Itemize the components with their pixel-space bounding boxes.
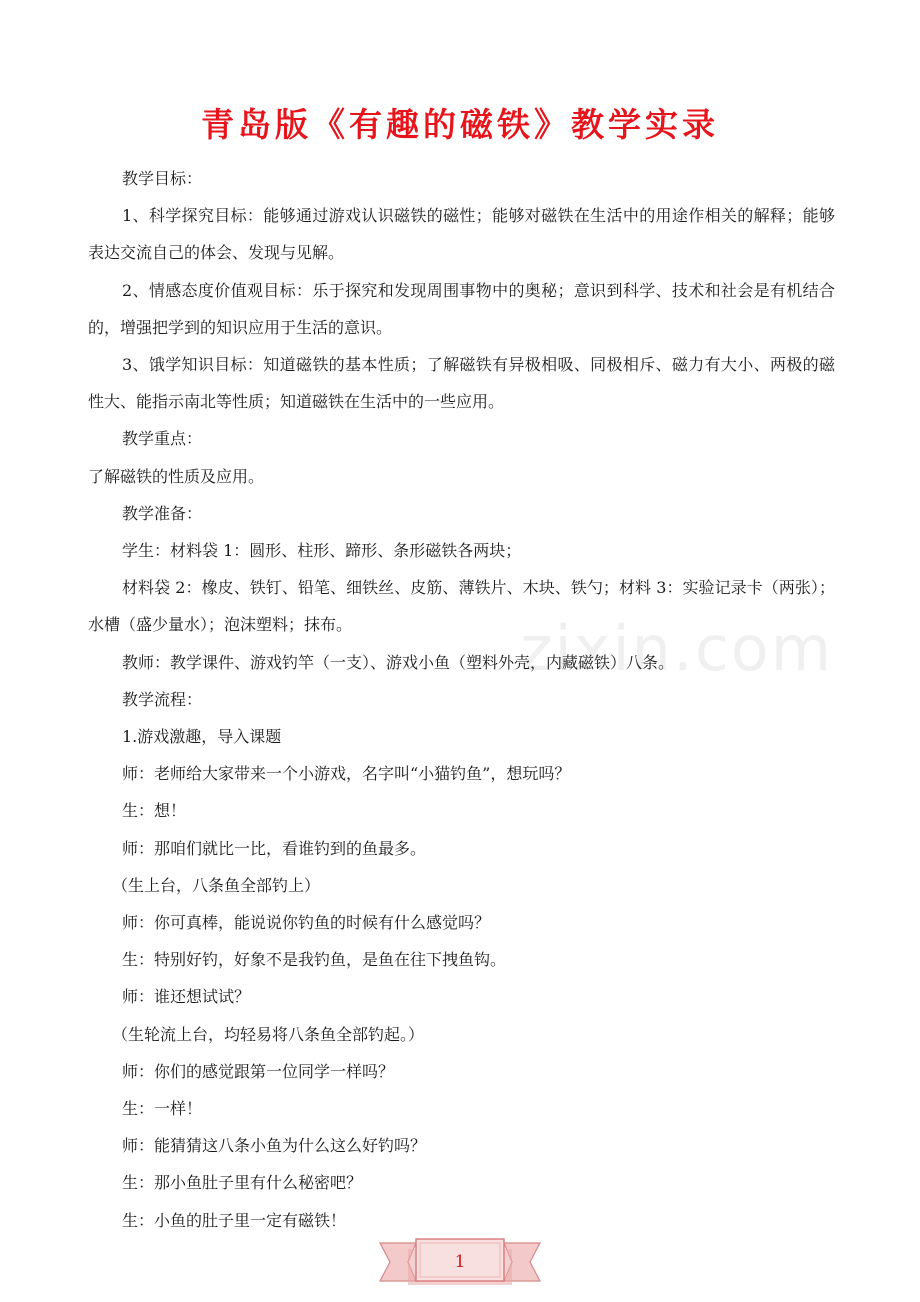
dialogue-line: 师：那咱们就比一比，看谁钓到的鱼最多。 (122, 838, 427, 858)
dialogue-line: 师：你可真棒，能说说你钓鱼的时候有什么感觉吗？ (122, 913, 491, 933)
dialogue-line: 生：那小鱼肚子里有什么秘密吧？ (122, 1173, 363, 1193)
paragraph-objective-1: 1、科学探究目标：能够通过游戏认识磁铁的磁性；能够对磁铁在生活中的用途作相关的解释；能够表达交流自己的体会、发现与见解。 (88, 206, 835, 263)
dialogue-line: 师：谁还想试试？ (122, 987, 251, 1007)
dialogue-line: 生：小鱼的肚子里一定有磁铁！ (122, 1210, 347, 1230)
document-body (88, 160, 835, 1239)
stage-direction: （生上台，八条鱼全部钓上） (112, 875, 321, 895)
dialogue-line: 生：一样！ (122, 1099, 203, 1119)
dialogue-line: 师：你们的感觉跟第一位同学一样吗？ (122, 1061, 395, 1081)
paragraph-key-points: 了解磁铁的性质及应用。 (88, 466, 265, 486)
page-number-badge (378, 1235, 542, 1289)
paragraph-teacher-materials: 教师：教学课件、游戏钓竿（一支）、游戏小鱼（塑料外壳，内藏磁铁）八条。 (122, 652, 675, 672)
watermark-text: zixin.com (520, 612, 834, 685)
stage-direction: （生轮流上台，均轻易将八条鱼全部钓起。） (112, 1024, 425, 1044)
page-number: 1 (454, 1252, 466, 1272)
dialogue-line: 生：特别好钓，好象不是我钓鱼，是鱼在往下拽鱼钩。 (122, 950, 507, 970)
section-heading-preparation: 教学准备： (122, 503, 203, 523)
paragraph-student-materials: 学生：材料袋 1：圆形、柱形、蹄形、条形磁铁各两块； (122, 541, 522, 561)
section-heading-process: 教学流程： (122, 689, 203, 709)
paragraph-material-bag-2: 材料袋 2：橡皮、铁钉、铅笔、细铁丝、皮筋、薄铁片、木块、铁勺；材料 3：实验记录卡（两张）；水槽（盛少量水）；泡沫塑料；抹布。 (88, 578, 835, 635)
paragraph-objective-3: 3、饿学知识目标：知道磁铁的基本性质；了解磁铁有异极相吸、同极相斥、磁力有大小、两极的磁性大、能指示南北等性质；知道磁铁在生活中的一些应用。 (88, 355, 835, 412)
section-heading-key-points: 教学重点： (122, 429, 203, 449)
section-heading-objectives: 教学目标： (122, 169, 203, 188)
dialogue-line: 师：能猜猜这八条小鱼为什么这么好钓吗？ (122, 1136, 427, 1156)
paragraph-objective-2: 2、情感态度价值观目标：乐于探究和发现周围事物中的奥秘；意识到科学、技术和社会是有机结合的，增强把学到的知识应用于生活的意识。 (88, 280, 835, 337)
dialogue-line: 师：老师给大家带来一个小游戏，名字叫“小猫钓鱼”，想玩吗？ (122, 764, 571, 784)
subsection-heading-game-intro: 1.游戏激趣，导入课题 (122, 727, 282, 747)
dialogue-line: 生：想！ (122, 801, 187, 821)
document-title: 青岛版《有趣的磁铁》教学实录 (201, 105, 719, 144)
